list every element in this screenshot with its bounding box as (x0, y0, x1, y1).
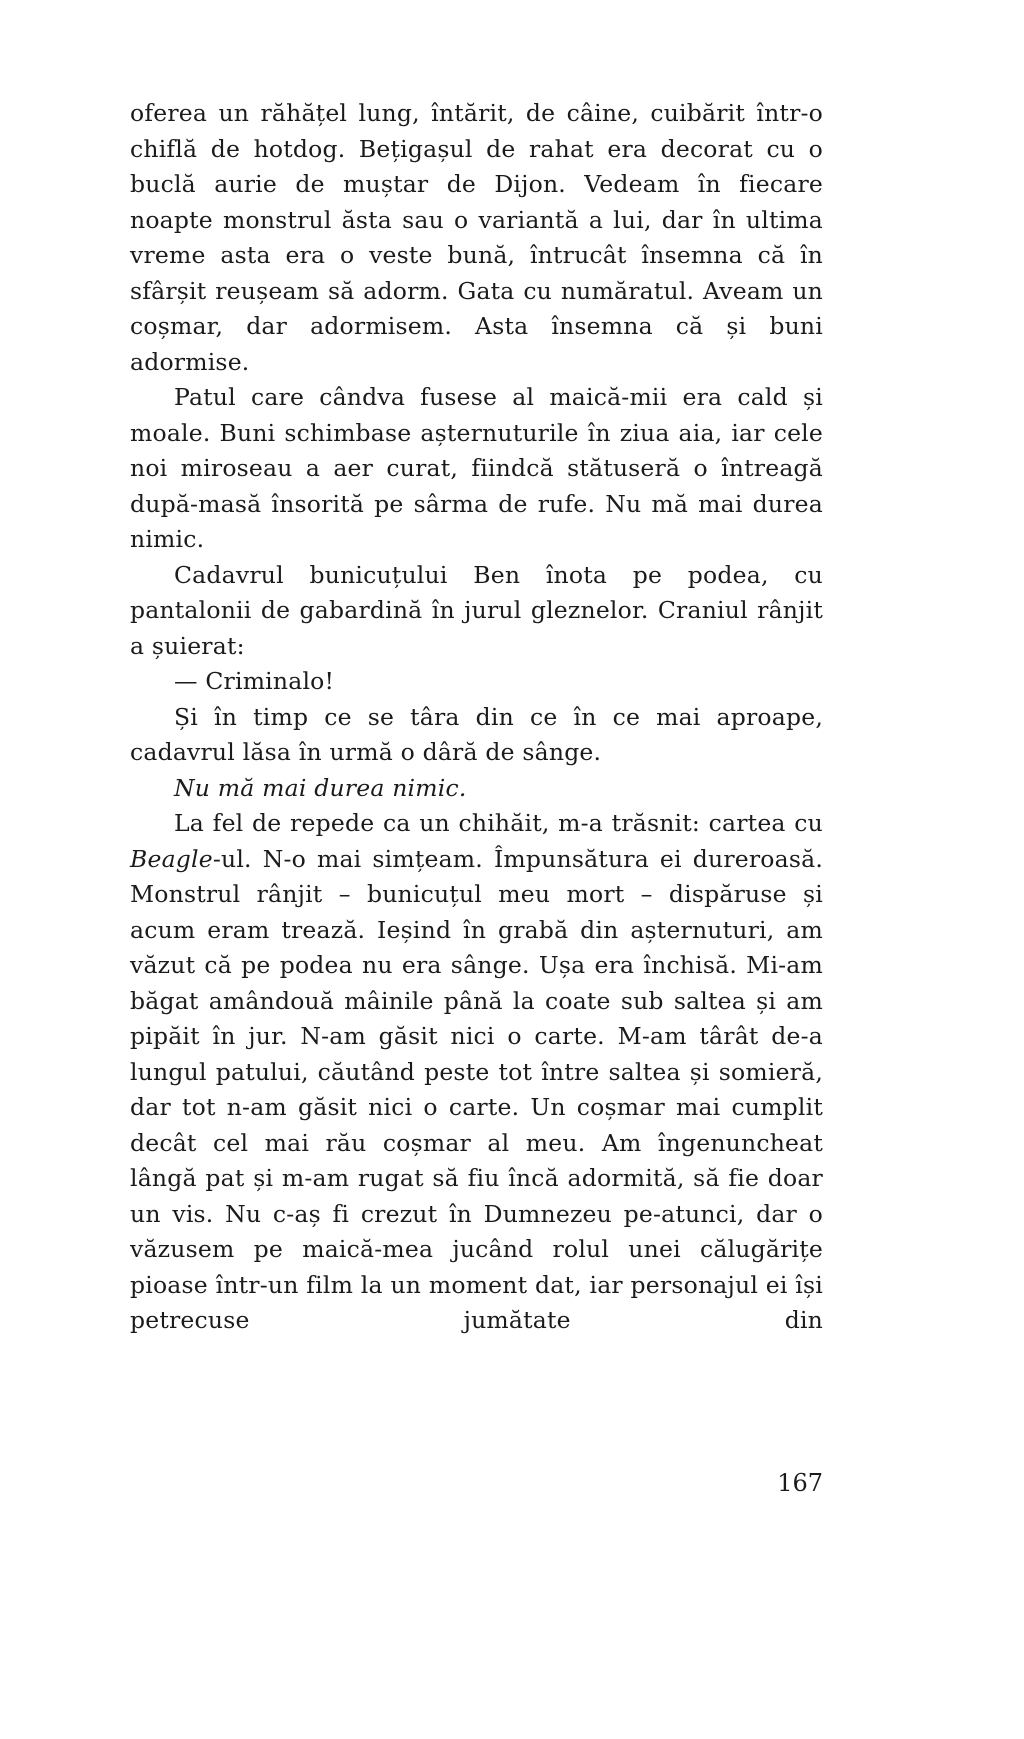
text-segment: Patul care cândva fusese al maică-mii era cald și moale. Buni schimbase așternuturile în ziua aia, iar cele noi miroseau a aer curat, fiindcă stătuseră o întreagă după-masă însorită pe sârma de rufe. Nu mă mai durea nimic. (130, 383, 823, 553)
paragraph (130, 664, 823, 700)
text-segment: Și în timp ce se târa din ce în ce mai aproape, cadavrul lăsa în urmă o dâră de sânge. (130, 702, 823, 766)
text-segment: Cadavrul bunicuțului Ben înota pe podea, cu pantalonii de gabardină în jurul gleznelor. Craniul rânjit a șuierat: (130, 560, 823, 660)
paragraph (130, 96, 823, 380)
page-text (130, 96, 823, 1339)
paragraph (130, 806, 823, 1339)
paragraph (130, 558, 823, 665)
paragraph (130, 771, 823, 807)
paragraph (130, 700, 823, 771)
italic-text-segment: Beagle (130, 844, 213, 873)
text-segment: — Criminalo! (174, 667, 335, 695)
text-segment: -ul. N-o mai simțeam. Împunsătura ei dureroasă. Monstrul rânjit – bunicuțul meu mort – dispăruse și acum eram trează. Ieșind în grabă din așternuturi, am văzut că pe podea nu era sânge. Ușa era închisă. Mi-am băgat amândouă mâinile până la coate sub saltea și am pipăit în jur. N-am găsit nici o carte. M-am târât de-a lungul patului, căutând peste tot între saltea și somieră, dar tot n-am găsit nici o carte. Un coșmar mai cumplit decât cel mai rău coșmar al meu. Am îngenuncheat lângă pat și m-am rugat să fiu încă adormită, să fie doar un vis. Nu c-aș fi crezut în Dumnezeu pe-atunci, dar o văzusem pe maică-mea jucând rolul unei călugărițe pioase într-un film la un moment dat, iar personajul ei își petrecuse jumătate din (130, 844, 823, 1334)
text-segment: La fel de repede ca un chihăit, m-a trăsnit: cartea cu (174, 809, 823, 837)
paragraph (130, 380, 823, 558)
italic-text-segment: Nu mă mai durea nimic. (174, 773, 467, 802)
text-segment: oferea un răhățel lung, întărit, de câine, cuibărit într-o chiflă de hotdog. Bețigașul de rahat era decorat cu o buclă aurie de muștar de Dijon. Vedeam în fiecare noapte monstrul ăsta sau o variantă a lui, dar în ultima vreme asta era o veste bună, întrucât însemna că în sfârșit reușeam să adorm. Gata cu număratul. Aveam un coșmar, dar adormisem. Asta însemna că și buni adormise. (130, 99, 823, 376)
page-number: 167 (777, 1469, 823, 1497)
